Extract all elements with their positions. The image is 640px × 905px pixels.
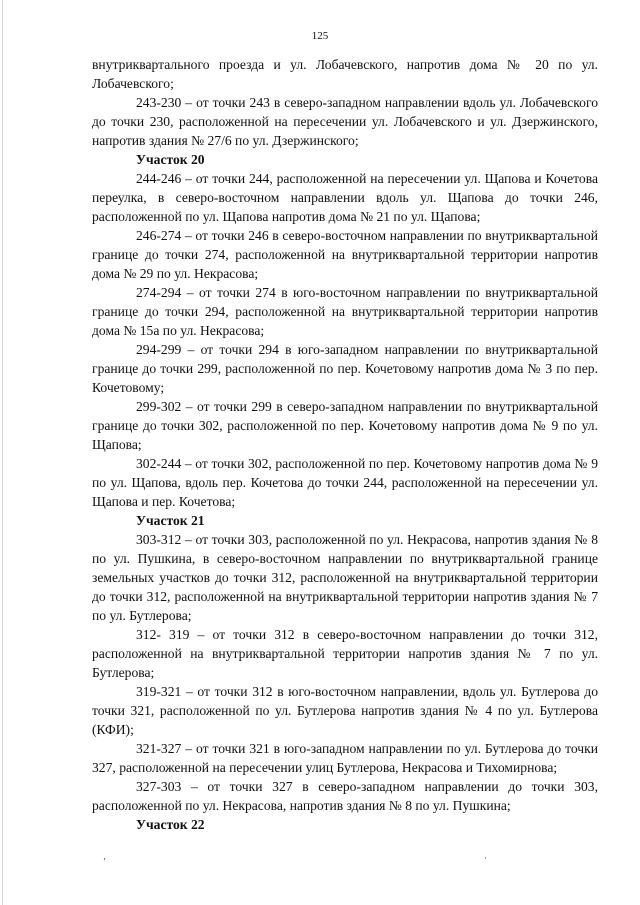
- scan-mark-right: ·: [484, 853, 487, 863]
- paragraph-274-294: 274-294 – от точки 274 в юго-восточном направлении по внутриквартальной границе до точки 294, расположенной на внутриквартальной территории напротив дома № 15а по ул. Некрасова;: [92, 285, 598, 338]
- paragraph-246-274: 246-274 – от точки 246 в северо-восточном направлении по внутриквартальной границе до точки 274, расположенной на внутриквартальной территории напротив дома № 29 по ул. Некрасова;: [92, 228, 598, 281]
- paragraph-302-244: 302-244 – от точки 302, расположенной по пер. Кочетовому напротив дома № 9 по ул. Щапова, вдоль пер. Кочетова до точки 244, расположенной на пересечении ул. Щапова и пер. Кочетова;: [92, 456, 598, 509]
- paragraph-303-312: 303-312 – от точки 303, расположенной по ул. Некрасова, напротив здания № 8 по ул. Пушкина, в северо-восточном направлении по внутриквартальной границе земельных участков до точки 312, расположенной на внутриквартальной территории до точки 312, расположенной на внутриквартальной территории напротив здания № 7 по ул. Бутлерова;: [92, 532, 598, 623]
- paragraph-299-302: 299-302 – от точки 299 в северо-западном направлении по внутриквартальной границе до точки 302, расположенной по пер. Кочетовому напротив дома № 9 по ул. Щапова;: [92, 399, 598, 452]
- paragraph-312-319: 312- 319 – от точки 312 в северо-восточном направлении до точки 312, расположенной на внутриквартальной территории напротив здания № 7 по ул. Бутлерова;: [92, 627, 598, 680]
- scan-mark-left: ‚: [103, 851, 106, 861]
- section-heading-20: Участок 20: [136, 152, 205, 167]
- paragraph-0: внутриквартального проезда и ул. Лобачевского, напротив дома № 20 по ул. Лобачевского;: [92, 57, 598, 91]
- section-heading-21: Участок 21: [136, 513, 205, 528]
- paragraph-294-299: 294-299 – от точки 294 в юго-западном направлении по внутриквартальной границе до точки 299, расположенной по пер. Кочетовому напротив дома № 3 по пер. Кочетовому;: [92, 342, 598, 395]
- paragraph-327-303: 327-303 – от точки 327 в северо-западном направлении до точки 303, расположенной по ул. Некрасова, напротив здания № 8 по ул. Пушкина;: [92, 779, 598, 813]
- document-body: [92, 55, 598, 834]
- section-heading-22: Участок 22: [136, 817, 205, 832]
- scan-edge-line: [2, 0, 3, 905]
- paragraph-321-327: 321-327 – от точки 321 в юго-западном направлении по ул. Бутлерова до точки 327, расположенной на пересечении улиц Бутлерова, Некрасова и Тихомирнова;: [92, 741, 598, 775]
- paragraph-243-230: 243-230 – от точки 243 в северо-западном направлении вдоль ул. Лобачевского до точки 230, расположенной на пересечении ул. Лобачевского и ул. Дзержинского, напротив здания № 27/6 по ул. Дзержинского;: [92, 95, 598, 148]
- paragraph-319-321: 319-321 – от точки 312 в юго-восточном направлении, вдоль ул. Бутлерова до точки 321, расположенной по ул. Бутлерова напротив здания № 4 по ул. Бутлерова (КФИ);: [92, 684, 598, 737]
- paragraph-244-246: 244-246 – от точки 244, расположенной на пересечении ул. Щапова и Кочетова переулка, в северо-восточном направлении вдоль ул. Щапова до точки 246, расположенной по ул. Щапова напротив дома № 21 по ул. Щапова;: [92, 171, 598, 224]
- page-number: 125: [311, 30, 329, 42]
